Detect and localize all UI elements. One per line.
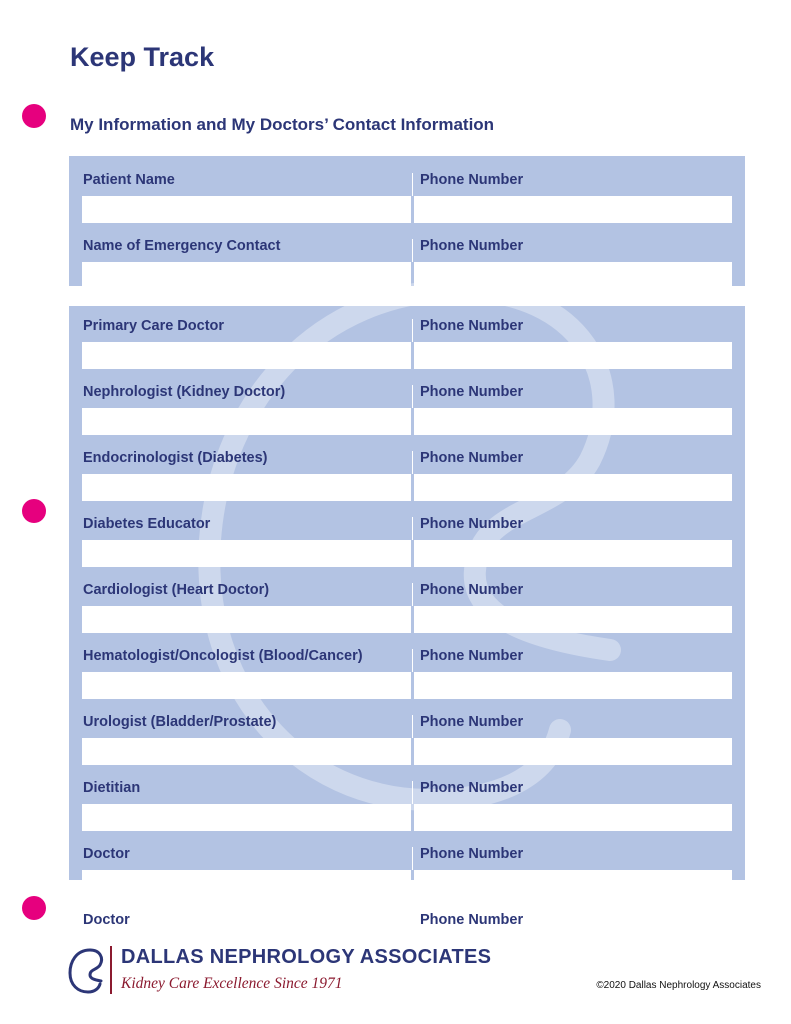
name-input-field[interactable] [82, 196, 411, 223]
footer-divider [110, 946, 112, 994]
binder-hole-bottom [22, 896, 46, 920]
field-label: Primary Care Doctor [83, 318, 225, 334]
field-label: Name of Emergency Contact [83, 238, 281, 254]
form-row-labels [69, 768, 745, 804]
name-input-field[interactable] [82, 474, 411, 501]
name-input-field[interactable] [82, 606, 411, 633]
phone-label: Phone Number [420, 780, 524, 796]
organization-tagline: Kidney Care Excellence Since 1971 [121, 975, 343, 992]
phone-input-field[interactable] [414, 672, 732, 699]
form-row-inputs [69, 870, 745, 897]
form-row-inputs [69, 262, 745, 289]
field-label: Nephrologist (Kidney Doctor) [83, 384, 286, 400]
column-divider [412, 847, 413, 870]
column-divider [412, 781, 413, 804]
name-input-field[interactable] [82, 342, 411, 369]
field-label: Doctor [83, 846, 130, 862]
form-row-labels [69, 834, 745, 870]
phone-input-field[interactable] [414, 870, 732, 897]
phone-input-field[interactable] [414, 196, 732, 223]
personal-info-table [69, 156, 745, 286]
phone-label: Phone Number [420, 172, 524, 188]
column-divider [412, 913, 413, 936]
field-label: Doctor [83, 912, 130, 928]
phone-label: Phone Number [420, 318, 524, 334]
phone-label: Phone Number [420, 582, 524, 598]
phone-label: Phone Number [420, 450, 524, 466]
name-input-field[interactable] [82, 408, 411, 435]
form-row-labels [69, 504, 745, 540]
column-divider [412, 583, 413, 606]
phone-input-field[interactable] [414, 474, 732, 501]
name-input-field[interactable] [82, 738, 411, 765]
form-row-labels [69, 372, 745, 408]
name-input-field[interactable] [82, 540, 411, 567]
binder-hole-top [22, 104, 46, 128]
phone-label: Phone Number [420, 516, 524, 532]
phone-label: Phone Number [420, 238, 524, 254]
column-divider [412, 319, 413, 342]
phone-input-field[interactable] [414, 738, 732, 765]
page-title: Keep Track [70, 42, 215, 72]
phone-input-field[interactable] [414, 342, 732, 369]
column-divider [412, 715, 413, 738]
form-row-inputs [69, 474, 745, 501]
field-label: Cardiologist (Heart Doctor) [83, 582, 270, 598]
form-row-inputs [69, 672, 745, 699]
form-row-inputs [69, 408, 745, 435]
form-row-inputs [69, 738, 745, 765]
field-label: Endocrinologist (Diabetes) [83, 450, 268, 466]
form-row-inputs [69, 342, 745, 369]
name-input-field[interactable] [82, 672, 411, 699]
phone-label: Phone Number [420, 846, 524, 862]
form-row-labels [69, 306, 745, 342]
field-label: Urologist (Bladder/Prostate) [83, 714, 277, 730]
phone-label: Phone Number [420, 912, 524, 928]
form-row-labels [69, 438, 745, 474]
name-input-field[interactable] [82, 262, 411, 289]
column-divider [412, 173, 413, 196]
phone-input-field[interactable] [414, 606, 732, 633]
form-row-inputs [69, 540, 745, 567]
form-row-labels [69, 636, 745, 672]
section-subtitle: My Information and My Doctors’ Contact Information [70, 115, 495, 134]
field-label: Diabetes Educator [83, 516, 211, 532]
phone-label: Phone Number [420, 648, 524, 664]
personal-rows [69, 160, 745, 289]
column-divider [412, 517, 413, 540]
form-row-inputs [69, 196, 745, 223]
phone-input-field[interactable] [414, 408, 732, 435]
form-row-inputs [69, 804, 745, 831]
phone-input-field[interactable] [414, 540, 732, 567]
column-divider [412, 385, 413, 408]
field-label: Hematologist/Oncologist (Blood/Cancer) [83, 648, 363, 664]
name-input-field[interactable] [82, 804, 411, 831]
phone-input-field[interactable] [414, 804, 732, 831]
form-row-labels [69, 900, 745, 936]
name-input-field[interactable] [82, 870, 411, 897]
phone-label: Phone Number [420, 384, 524, 400]
binder-hole-middle [22, 499, 46, 523]
column-divider [412, 239, 413, 262]
form-row-labels [69, 160, 745, 196]
field-label: Patient Name [83, 172, 175, 188]
field-label: Dietitian [83, 780, 141, 796]
column-divider [412, 451, 413, 474]
column-divider [412, 649, 413, 672]
kidney-logo-icon [68, 946, 108, 996]
phone-input-field[interactable] [414, 262, 732, 289]
form-row-labels [69, 702, 745, 738]
phone-label: Phone Number [420, 714, 524, 730]
form-row-labels [69, 226, 745, 262]
form-row-labels [69, 570, 745, 606]
copyright-notice: ©2020 Dallas Nephrology Associates [596, 980, 761, 991]
doctors-table [69, 306, 745, 928]
organization-name: DALLAS NEPHROLOGY ASSOCIATES [121, 946, 492, 968]
form-row-inputs [69, 606, 745, 633]
doctor-rows [69, 306, 745, 963]
